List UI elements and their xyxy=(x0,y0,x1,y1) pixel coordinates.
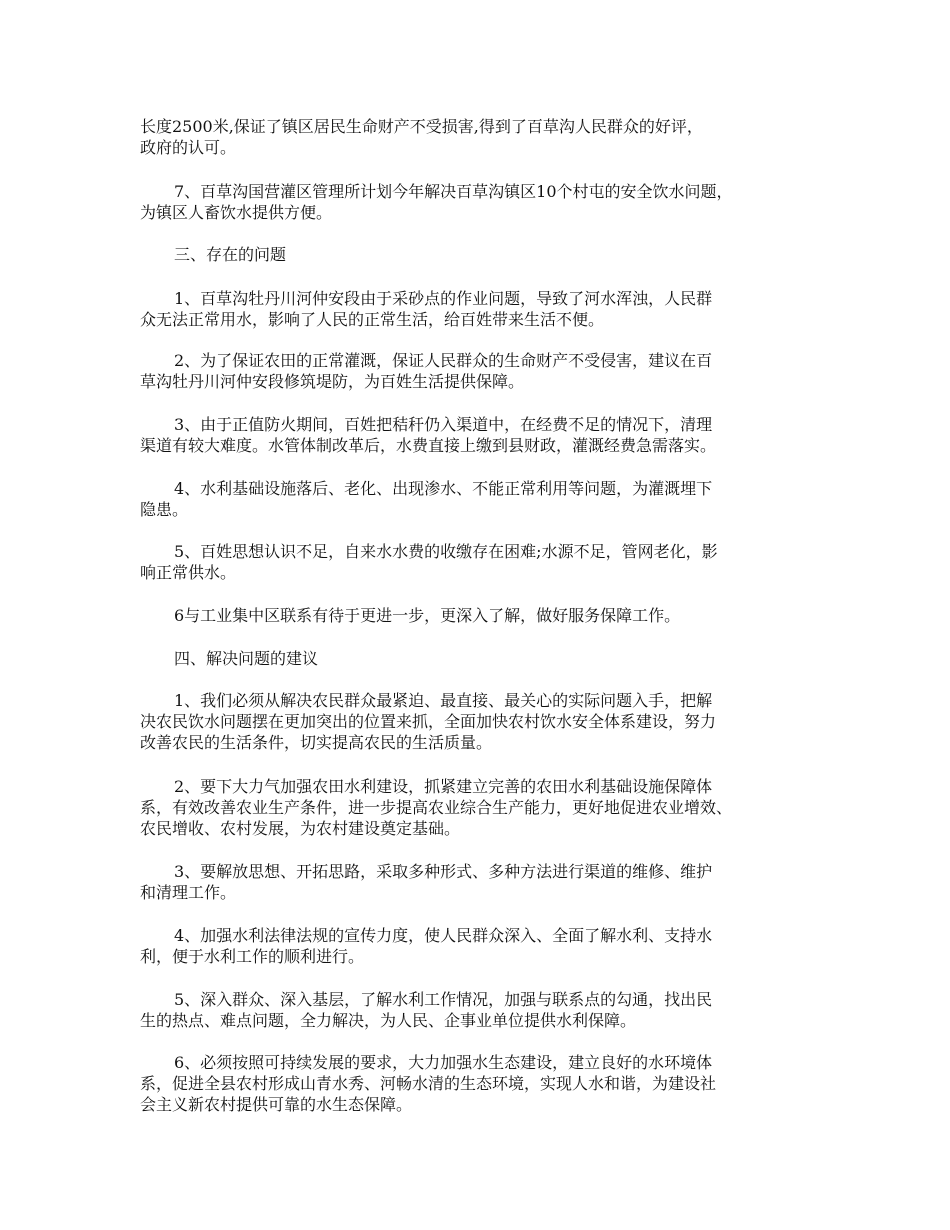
paragraph-problem-4 xyxy=(140,478,830,520)
text-line: 系，促进全县农村形成山青水秀、河畅水清的生态环境，实现人水和谐，为建设社 xyxy=(140,1074,717,1093)
paragraph-suggestion-3 xyxy=(140,861,830,903)
text-line: 和清理工作。 xyxy=(140,883,237,902)
paragraph-problem-1 xyxy=(140,288,830,330)
text-line: 2、要下大力气加强农田水利建设，抓紧建立完善的农田水利基础设施保障体 xyxy=(174,777,713,796)
text-line: 决农民饮水问题摆在更加突出的位置来抓，全面加快农村饮水安全体系建设，努力 xyxy=(140,712,717,731)
text-line: 3、要解放思想、开拓思路，采取多种形式、多种方法进行渠道的维修、维护 xyxy=(174,862,713,881)
text-line: 6、必须按照可持续发展的要求，大力加强水生态建设，建立良好的水环境体 xyxy=(174,1053,713,1072)
text-line: 系，有效改善农业生产条件，进一步提高农业综合生产能力，更好地促进农业增效、 xyxy=(140,798,733,817)
text-line: 5、深入群众、深入基层，了解水利工作情况，加强与联系点的勾通，找出民 xyxy=(174,990,713,1009)
text-line: 隐患。 xyxy=(140,500,189,519)
text-line: 4、加强水利法律法规的宣传力度，使人民群众深入、全面了解水利、支持水 xyxy=(174,926,713,945)
text-line: 农民增收、农村发展，为农村建设奠定基础。 xyxy=(140,819,461,838)
text-line: 渠道有较大难度。水管体制改革后，水费直接上缴到县财政，灌溉经费急需落实。 xyxy=(140,436,717,455)
text-line: 2、为了保证农田的正常灌溉，保证人民群众的生命财产不受侵害，建议在百 xyxy=(174,351,713,370)
text-line: 众无法正常用水，影响了人民的正常生活，给百姓带来生活不便。 xyxy=(140,310,605,329)
section-heading: 四、解决问题的建议 xyxy=(174,649,319,668)
paragraph-suggestion-2 xyxy=(140,776,830,839)
text-line: 3、由于正值防火期间，百姓把秸秆仍入渠道中，在经费不足的情况下，清理 xyxy=(174,415,713,434)
paragraph-problem-2 xyxy=(140,350,830,392)
text-line: 会主义新农村提供可靠的水生态保障。 xyxy=(140,1095,413,1114)
text-line: 6与工业集中区联系有待于更进一步，更深入了解，做好服务保障工作。 xyxy=(174,606,681,625)
text-line: 长度2500米,保证了镇区居民生命财产不受损害,得到了百草沟人民群众的好评， xyxy=(140,117,703,136)
text-line: 利，便于水利工作的顺利进行。 xyxy=(140,947,365,966)
paragraph-problem-5 xyxy=(140,541,830,583)
text-line: 政府的认可。 xyxy=(140,138,237,157)
text-line: 草沟牡丹川河仲安段修筑堤防，为百姓生活提供保障。 xyxy=(140,372,525,391)
paragraph-suggestion-4 xyxy=(140,925,830,967)
paragraph-suggestion-1 xyxy=(140,690,830,753)
paragraph-problem-3 xyxy=(140,414,830,456)
text-line: 1、百草沟牡丹川河仲安段由于采砂点的作业问题，导致了河水浑浊，人民群 xyxy=(174,289,713,308)
paragraph-suggestion-6 xyxy=(140,1052,830,1115)
text-line: 响正常供水。 xyxy=(140,563,237,582)
paragraph-continuation xyxy=(140,116,830,158)
text-line: 5、百姓思想认识不足，自来水水费的收缴存在困难;水源不足，管网老化，影 xyxy=(174,542,718,561)
text-line: 改善农民的生活条件，切实提高农民的生活质量。 xyxy=(140,733,493,752)
paragraph-suggestion-5 xyxy=(140,989,830,1031)
section-heading-suggestions xyxy=(140,648,830,669)
paragraph-problem-6 xyxy=(140,605,830,626)
paragraph-item-7 xyxy=(140,181,830,223)
text-line: 7、百草沟国营灌区管理所计划今年解决百草沟镇区10个村屯的安全饮水问题， xyxy=(174,182,733,201)
text-line: 1、我们必须从解决农民群众最紧迫、最直接、最关心的实际问题入手，把解 xyxy=(174,691,713,710)
text-line: 生的热点、难点问题，全力解决，为人民、企事业单位提供水利保障。 xyxy=(140,1011,637,1030)
text-line: 为镇区人畜饮水提供方便。 xyxy=(140,203,333,222)
text-line: 4、水利基础设施落后、老化、出现渗水、不能正常利用等问题，为灌溉埋下 xyxy=(174,479,713,498)
section-heading: 三、存在的问题 xyxy=(174,245,287,264)
section-heading-problems xyxy=(140,244,830,265)
